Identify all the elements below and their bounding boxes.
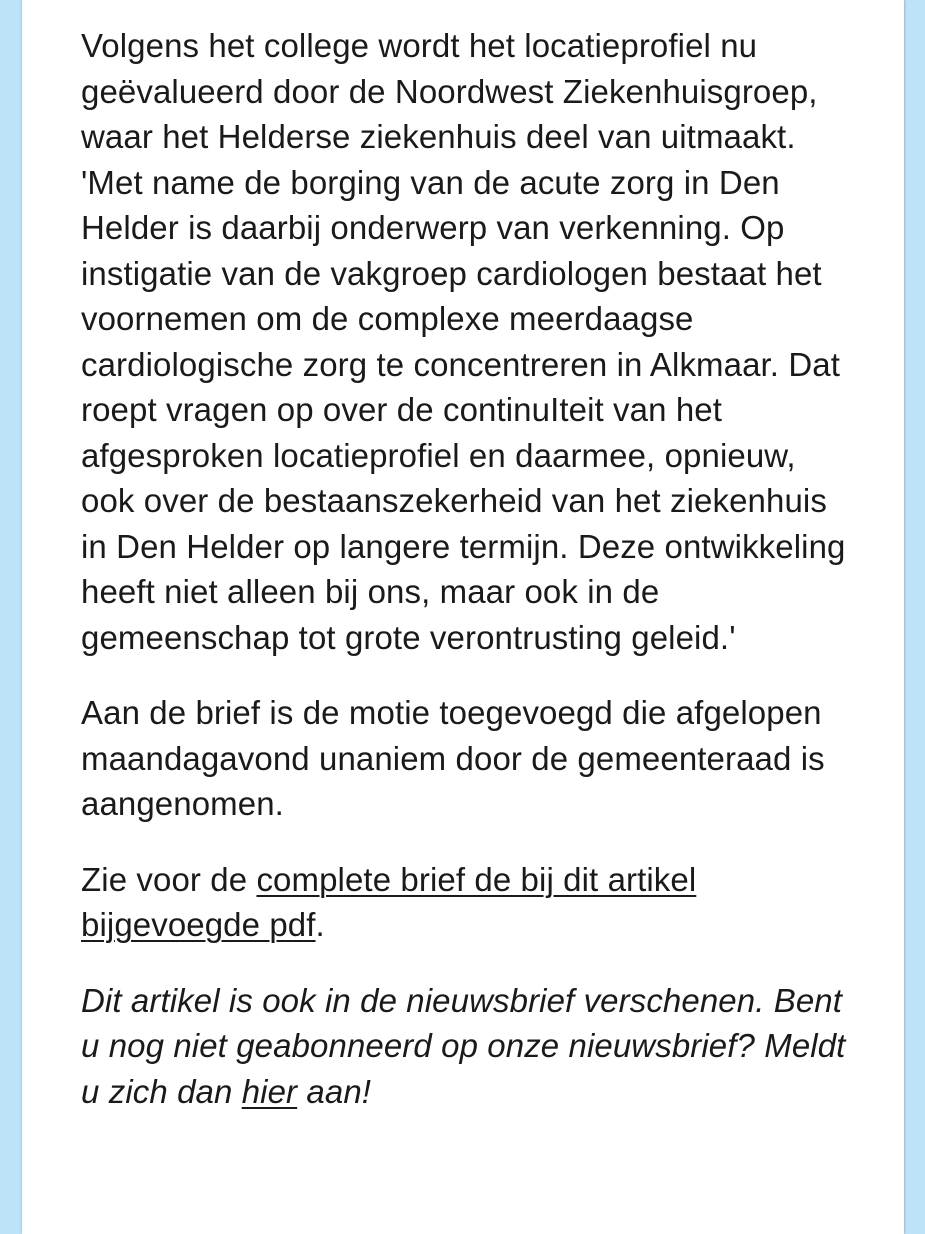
pdf-link[interactable]: complete brief de bij dit artikel bijgevoegde pdf [81, 860, 697, 943]
article-paragraph-1: Volgens het college wordt het locatieprofiel nu geëvalueerd door de Noordwest Ziekenhuisgroep, waar het Helderse ziekenhuis deel van uitmaakt. 'Met name de borging van de acute zorg in Den Helder is daarbij onderwerp van verkenning. Op instigatie van de vakgroep cardiologen bestaat het voornemen om de complexe meerdaagse cardiologische zorg te concentreren in Alkmaar. Dat roept vragen op over de continuIteit van het afgesproken locatieprofiel en daarmee, opnieuw, ook over de bestaanszekerheid van het ziekenhuis in Den Helder op langere termijn. Deze ontwikkeling heeft niet alleen bij ons, maar ook in de gemeenschap tot grote verontrusting geleid.' [81, 27, 846, 656]
article-paragraph-3 [81, 857, 851, 948]
article-paragraph-2: Aan de brief is de motie toegevoegd die afgelopen maandagavond unaniem door de gemeenteraad is aangenomen. [81, 694, 825, 822]
paragraph-3-text-after: . [315, 906, 325, 943]
article-card [22, 0, 904, 1234]
newsletter-signup-link[interactable]: hier [241, 1072, 298, 1110]
newsletter-note-text-before: Dit artikel is ook in de nieuwsbrief verschenen. Bent u nog niet geabonneerd op onze nieuwsbrief? Meldt u zich dan [81, 981, 846, 1110]
newsletter-note-text-after: aan! [297, 1072, 372, 1110]
article-body [81, 23, 851, 1144]
paragraph-3-text-before: Zie voor de [81, 860, 257, 898]
newsletter-note [81, 978, 851, 1115]
